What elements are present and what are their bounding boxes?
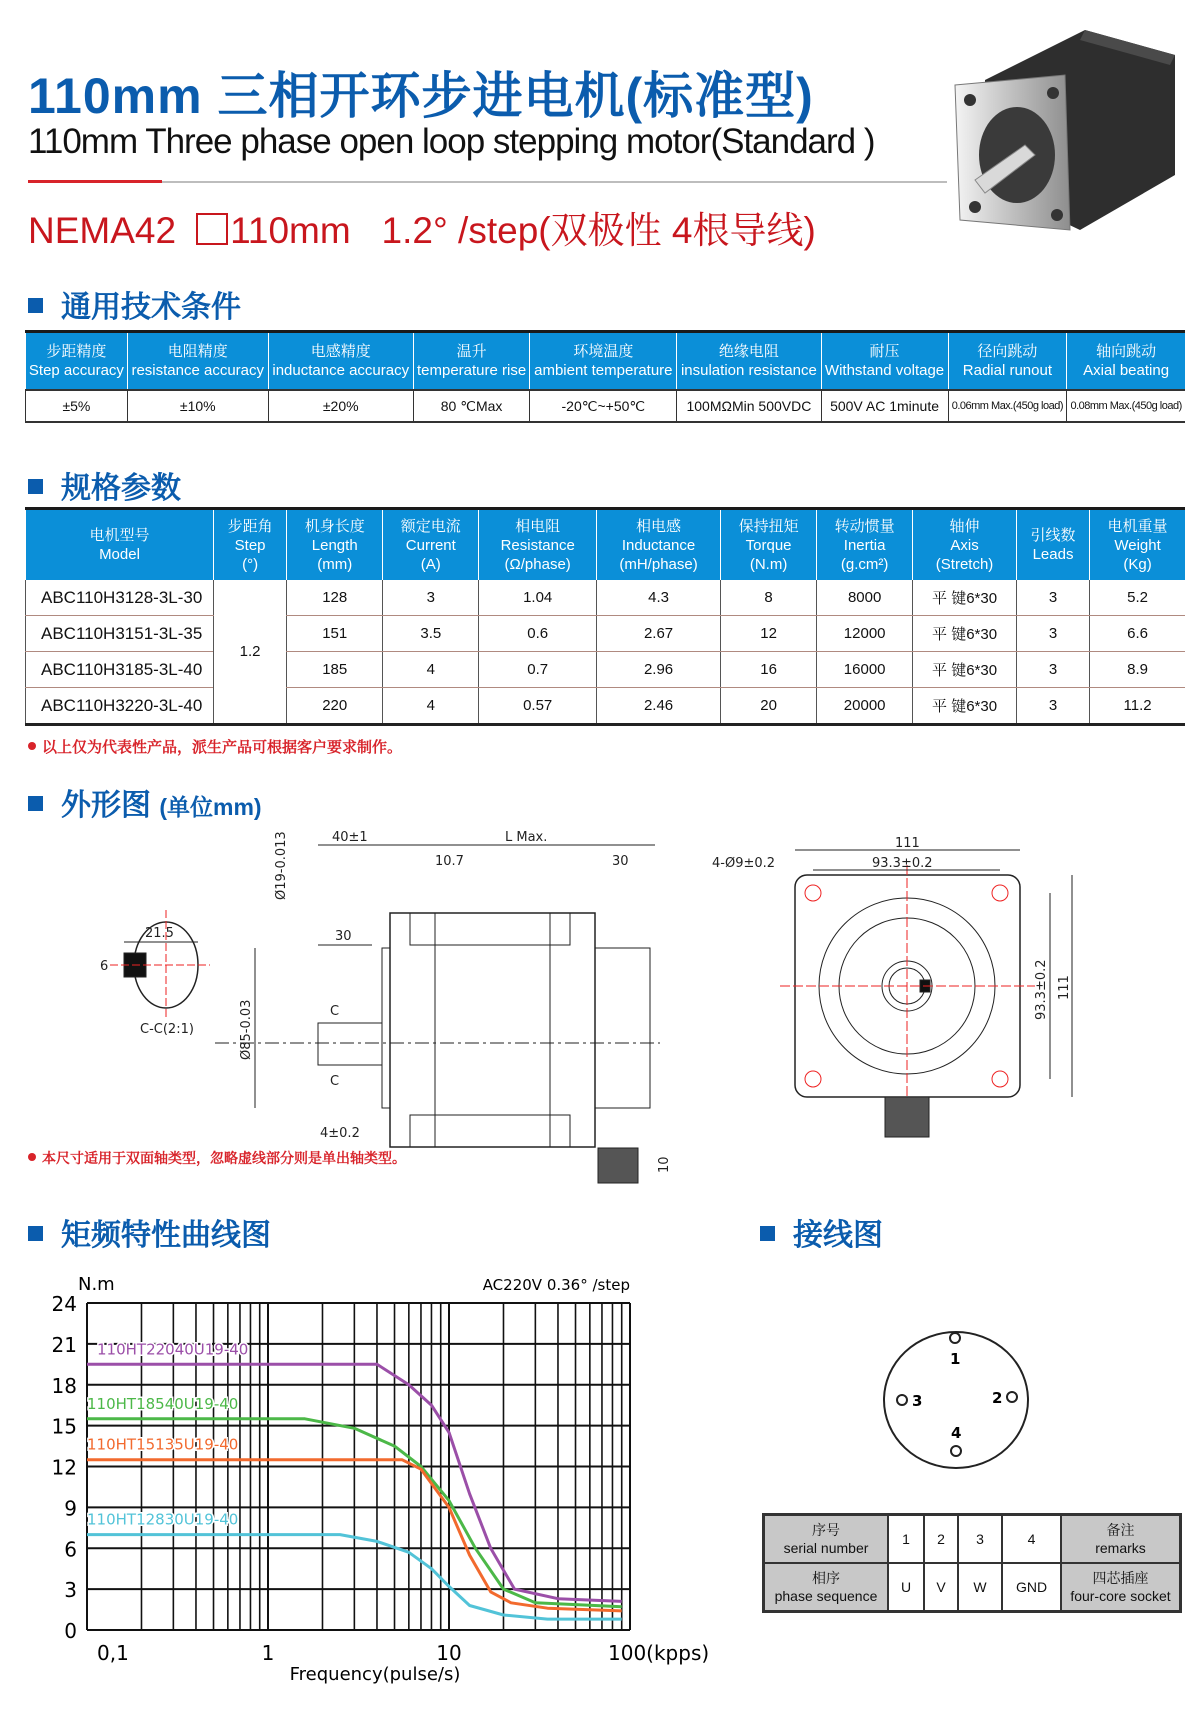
cn-label: 耐压 xyxy=(869,343,900,360)
table-cell: 151 xyxy=(287,616,383,652)
en: phase sequence xyxy=(774,1588,878,1604)
table-cell: 12 xyxy=(721,616,817,652)
label-en: Step xyxy=(234,536,266,554)
spec-col-header xyxy=(817,509,913,581)
en-label: Withstand voltage xyxy=(824,362,945,379)
table-cell: 3 xyxy=(1016,616,1089,652)
cn-label: 步距精度 xyxy=(46,343,107,360)
table-cell: ABC110H3220-3L-40 xyxy=(26,688,214,725)
cn: 相序 xyxy=(812,1570,840,1586)
table-cell: 平 键6*30 xyxy=(913,688,1017,725)
label-en: Weight xyxy=(1114,536,1161,554)
y-tick-label: 15 xyxy=(51,1414,77,1439)
connector-pinout xyxy=(880,1320,1040,1480)
unit-text: (单位mm) xyxy=(159,794,262,820)
table-cell: 16000 xyxy=(817,652,913,688)
table-cell: ABC110H3151-3L-35 xyxy=(26,616,214,652)
bullet-icon xyxy=(28,742,36,750)
pin-1-icon xyxy=(950,1333,960,1343)
table-cell: 3 xyxy=(1016,652,1089,688)
x-tick-label: 0,1 xyxy=(97,1641,129,1665)
dim-l-max: L Max. xyxy=(505,830,548,845)
dim-10-7: 10.7 xyxy=(435,854,464,869)
table-cell: ABC110H3128-3L-30 xyxy=(26,580,214,616)
phase-v: V xyxy=(924,1563,958,1612)
header-row xyxy=(26,332,1186,391)
dim-flange-diameter: Ø85-0.03 xyxy=(239,999,254,1060)
dim-shaft-diameter: Ø19-0.013 xyxy=(274,831,289,900)
table-row xyxy=(26,580,1186,616)
label-en: Leads xyxy=(1032,546,1074,563)
table-cell: 1.04 xyxy=(479,580,597,616)
label-cn: 额定电流 xyxy=(400,517,461,535)
cn-label: 电阻精度 xyxy=(167,343,228,360)
phase-u: U xyxy=(888,1563,924,1612)
general-value: 500V AC 1minute xyxy=(821,390,948,422)
section-square-icon xyxy=(28,298,43,313)
section-square-icon xyxy=(28,479,43,494)
serial-3: 3 xyxy=(958,1515,1002,1564)
spec-col-header xyxy=(597,509,721,581)
y-tick-label: 6 xyxy=(64,1537,77,1562)
table-cell: 3 xyxy=(1016,580,1089,616)
table-cell: 5.2 xyxy=(1090,580,1185,616)
spec-col-header xyxy=(287,509,383,581)
heading-text: 矩频特性曲线图 xyxy=(61,1219,271,1252)
en: four-core socket xyxy=(1070,1588,1171,1604)
dim-shaft-length: 40±1 xyxy=(332,830,368,845)
en: remarks xyxy=(1095,1540,1146,1556)
label-cn: 步距角 xyxy=(227,517,273,535)
motor-front-view xyxy=(712,836,1072,1137)
table-cell: 8.9 xyxy=(1090,652,1185,688)
label-en: Length xyxy=(311,536,358,554)
general-col-header xyxy=(530,332,677,391)
series-label: 110HT12830U19-40 xyxy=(87,1510,239,1529)
label-cn: 保持扭矩 xyxy=(738,517,799,535)
x-axis-label: Frequency(pulse/s) xyxy=(289,1664,461,1685)
general-spec-table xyxy=(25,330,1185,423)
en-label: Step accuracy xyxy=(28,362,124,379)
label-en: Model xyxy=(99,546,140,563)
cn-label: 绝缘电阻 xyxy=(718,343,779,360)
phase-row xyxy=(764,1563,1181,1612)
phase-w: W xyxy=(958,1563,1002,1612)
label-cn: 转动惯量 xyxy=(834,517,895,535)
spec-col-header xyxy=(479,509,597,581)
en-label: ambient temperature xyxy=(534,362,673,379)
label-en: Axis xyxy=(950,536,979,554)
label-cn: 机身长度 xyxy=(304,517,365,535)
phase-gnd: GND xyxy=(1002,1563,1061,1612)
table-row xyxy=(26,652,1186,688)
wiring-table xyxy=(762,1513,1182,1613)
dim-key-length: 30 xyxy=(335,929,352,944)
x-tick-label: 10 xyxy=(436,1641,462,1665)
pin-label-2: 2 xyxy=(992,1389,1003,1407)
cn: 序号 xyxy=(812,1522,840,1538)
heading-text: 规格参数 xyxy=(61,472,181,505)
general-col-header xyxy=(413,332,530,391)
motor-side-view xyxy=(215,830,672,1183)
general-value: ±10% xyxy=(127,390,268,422)
chart-title: AC220V 0.36° /step xyxy=(482,1276,630,1294)
label-unit: (Ω/phase) xyxy=(504,555,571,573)
table-cell: 2.96 xyxy=(597,652,721,688)
table-cell: 128 xyxy=(287,580,383,616)
dim-10: 10 xyxy=(657,1156,672,1173)
bullet-icon xyxy=(28,1153,36,1161)
general-value: ±5% xyxy=(26,390,128,422)
dim-hole-spacing: 93.3±0.2 xyxy=(872,856,933,871)
table-cell: 平 键6*30 xyxy=(913,580,1017,616)
table-cell: 0.7 xyxy=(479,652,597,688)
general-value: 0.06mm Max.(450g load) xyxy=(948,390,1067,422)
y-tick-label: 21 xyxy=(51,1332,77,1357)
general-value: 100MΩMin 500VDC xyxy=(677,390,821,422)
table-cell: 185 xyxy=(287,652,383,688)
y-tick-label: 3 xyxy=(64,1578,77,1603)
section-mark-top: C xyxy=(330,1004,340,1019)
label-unit: (Stretch) xyxy=(935,555,994,573)
general-col-header xyxy=(26,332,128,391)
label-cn: 轴伸 xyxy=(949,517,980,535)
en: serial number xyxy=(783,1540,869,1556)
table-cell: 4 xyxy=(383,652,479,688)
nema-size: NEMA42 xyxy=(28,210,177,251)
label-cn: 电机重量 xyxy=(1107,517,1168,535)
label-cn: 相电感 xyxy=(636,517,682,535)
heading-text: 通用技术条件 xyxy=(61,291,241,324)
label-unit: (°) xyxy=(242,555,259,573)
value-row xyxy=(26,390,1186,422)
label-unit: (N.m) xyxy=(749,555,788,573)
table-cell: ABC110H3185-3L-40 xyxy=(26,652,214,688)
y-tick-label: 18 xyxy=(51,1373,77,1398)
table-cell: 20000 xyxy=(817,688,913,725)
heading-text: 接线图 xyxy=(793,1219,883,1252)
torque-frequency-chart xyxy=(0,1260,720,1715)
table-cell: 4.3 xyxy=(597,580,721,616)
divider-grey xyxy=(162,181,947,183)
dim-flange-thickness: 4±0.2 xyxy=(320,1126,360,1141)
table-cell: 平 键6*30 xyxy=(913,616,1017,652)
x-tick-label: 1 xyxy=(261,1641,275,1665)
nema-line xyxy=(28,200,816,254)
cn: 备注 xyxy=(1106,1522,1135,1538)
heading-text: 外形图 xyxy=(61,789,151,822)
step-info: 1.2° /step(双极性 4根导线) xyxy=(381,210,816,251)
en-label: insulation resistance xyxy=(680,362,817,379)
general-col-header xyxy=(127,332,268,391)
general-value: 0.08mm Max.(450g load) xyxy=(1067,390,1185,422)
table-cell: 3.5 xyxy=(383,616,479,652)
phase-header xyxy=(764,1563,889,1612)
spec-col-header xyxy=(383,509,479,581)
title-en: 110mm Three phase open loop stepping motor(Standard ) xyxy=(28,122,875,161)
general-value: 80 ℃Max xyxy=(413,390,530,422)
dim-height-111: 111 xyxy=(1057,975,1072,1000)
table-row xyxy=(26,616,1186,652)
section-mark-bottom: C xyxy=(330,1074,340,1089)
section-square-icon xyxy=(28,796,43,811)
spec-col-header xyxy=(26,509,214,581)
cn-label: 径向跳动 xyxy=(977,343,1038,360)
pin-4-icon xyxy=(951,1446,961,1456)
remarks-header xyxy=(1061,1515,1181,1564)
table-cell: 11.2 xyxy=(1090,688,1185,725)
cn: 四芯插座 xyxy=(1092,1570,1149,1586)
title-cn: 110mm 三相开环步进电机(标准型) xyxy=(28,68,814,124)
section-specs-heading xyxy=(28,463,181,507)
pin-3-icon xyxy=(897,1395,907,1405)
section-label: C-C(2:1) xyxy=(140,1022,194,1037)
table-cell: 0.6 xyxy=(479,616,597,652)
table-cell: 8 xyxy=(721,580,817,616)
y-axis-label: N.m xyxy=(78,1274,115,1295)
cn-label: 温升 xyxy=(456,343,487,360)
serial-row xyxy=(764,1515,1181,1564)
dim-key-width: 21.5 xyxy=(145,926,174,941)
step-angle-cell: 1.2 xyxy=(214,580,287,725)
section-square-icon xyxy=(28,1226,43,1241)
table-cell: 3 xyxy=(383,580,479,616)
x-tick-label: 100(kpps) xyxy=(608,1641,710,1665)
series-label: 110HT22040U19-40 xyxy=(97,1340,249,1359)
specs-note xyxy=(28,736,402,757)
label-cn: 电机型号 xyxy=(89,527,150,544)
note-text: 本尺寸适用于双面轴类型，忽略虚线部分则是单出轴类型。 xyxy=(42,1150,406,1166)
label-en: Resistance xyxy=(500,536,575,554)
general-col-header xyxy=(948,332,1067,391)
socket-remark xyxy=(1061,1563,1181,1612)
label-cn: 引线数 xyxy=(1030,527,1076,544)
spec-col-header xyxy=(913,509,1017,581)
table-cell: 220 xyxy=(287,688,383,725)
pin-label-4: 4 xyxy=(951,1424,962,1442)
outline-note xyxy=(28,1148,406,1168)
label-en: Torque xyxy=(745,536,792,554)
section-wiring-heading xyxy=(760,1210,883,1254)
cn-label: 轴向跳动 xyxy=(1096,343,1157,360)
label-en: Inductance xyxy=(621,536,696,554)
section-torque-heading xyxy=(28,1210,271,1254)
cn-label: 环境温度 xyxy=(573,343,634,360)
spec-col-header xyxy=(721,509,817,581)
series-label: 110HT18540U19-40 xyxy=(87,1394,239,1413)
dim-mount-holes: 4-Ø9±0.2 xyxy=(712,856,776,871)
table-cell: 6.6 xyxy=(1090,616,1185,652)
frame-size: 110mm xyxy=(230,210,351,251)
y-tick-label: 12 xyxy=(51,1455,77,1480)
dim-hole-spacing-vertical: 93.3±0.2 xyxy=(1034,959,1049,1020)
general-col-header xyxy=(821,332,948,391)
en-label: inductance accuracy xyxy=(272,362,410,379)
table-row xyxy=(26,688,1186,725)
section-square-icon xyxy=(760,1226,775,1241)
table-cell: 2.46 xyxy=(597,688,721,725)
general-value: -20℃~+50℃ xyxy=(530,390,677,422)
spec-col-header xyxy=(214,509,287,581)
general-col-header xyxy=(677,332,821,391)
label-unit: (mH/phase) xyxy=(619,555,698,573)
shaft-section-view xyxy=(100,910,210,1037)
en-label: resistance accuracy xyxy=(131,362,265,379)
header-row xyxy=(26,509,1186,581)
dim-key-height: 6 xyxy=(100,959,109,974)
label-unit: (Kg) xyxy=(1123,555,1152,573)
table-cell: 平 键6*30 xyxy=(913,652,1017,688)
y-tick-label: 9 xyxy=(64,1496,77,1521)
en-label: Radial runout xyxy=(962,362,1052,379)
square-icon xyxy=(196,213,228,245)
label-unit: (g.cm²) xyxy=(840,555,889,573)
table-cell: 16 xyxy=(721,652,817,688)
y-tick-label: 0 xyxy=(64,1619,77,1643)
dim-30: 30 xyxy=(612,854,629,869)
series-label: 110HT15135U19-40 xyxy=(87,1435,239,1454)
table-cell: 0.57 xyxy=(479,688,597,725)
serial-4: 4 xyxy=(1002,1515,1061,1564)
table-cell: 20 xyxy=(721,688,817,725)
dim-width-111: 111 xyxy=(895,836,920,851)
table-cell: 3 xyxy=(1016,688,1089,725)
motor-photo xyxy=(945,25,1190,255)
pin-2-icon xyxy=(1007,1392,1017,1402)
label-unit: (A) xyxy=(420,555,441,573)
en-label: Axial beating xyxy=(1083,362,1170,379)
label-cn: 相电阻 xyxy=(515,517,561,535)
spec-col-header xyxy=(1016,509,1089,581)
label-en: Current xyxy=(405,536,456,554)
table-cell: 8000 xyxy=(817,580,913,616)
table-cell: 4 xyxy=(383,688,479,725)
spec-table xyxy=(25,507,1185,726)
label-unit: (mm) xyxy=(317,555,353,573)
serial-1: 1 xyxy=(888,1515,924,1564)
serial-2: 2 xyxy=(924,1515,958,1564)
serial-header xyxy=(764,1515,889,1564)
general-col-header xyxy=(268,332,413,391)
pin-label-1: 1 xyxy=(950,1350,961,1368)
general-col-header xyxy=(1067,332,1185,391)
y-tick-label: 24 xyxy=(51,1292,77,1316)
note-text: 以上仅为代表性产品，派生产品可根据客户要求制作。 xyxy=(42,739,403,756)
spec-col-header xyxy=(1090,509,1185,581)
general-value: ±20% xyxy=(268,390,413,422)
label-en: Inertia xyxy=(843,536,886,554)
pin-label-3: 3 xyxy=(912,1392,923,1410)
table-cell: 12000 xyxy=(817,616,913,652)
divider-red xyxy=(28,180,162,183)
cn-label: 电感精度 xyxy=(310,343,371,360)
section-general-heading xyxy=(28,282,241,326)
table-cell: 2.67 xyxy=(597,616,721,652)
en-label: temperature rise xyxy=(416,362,527,379)
